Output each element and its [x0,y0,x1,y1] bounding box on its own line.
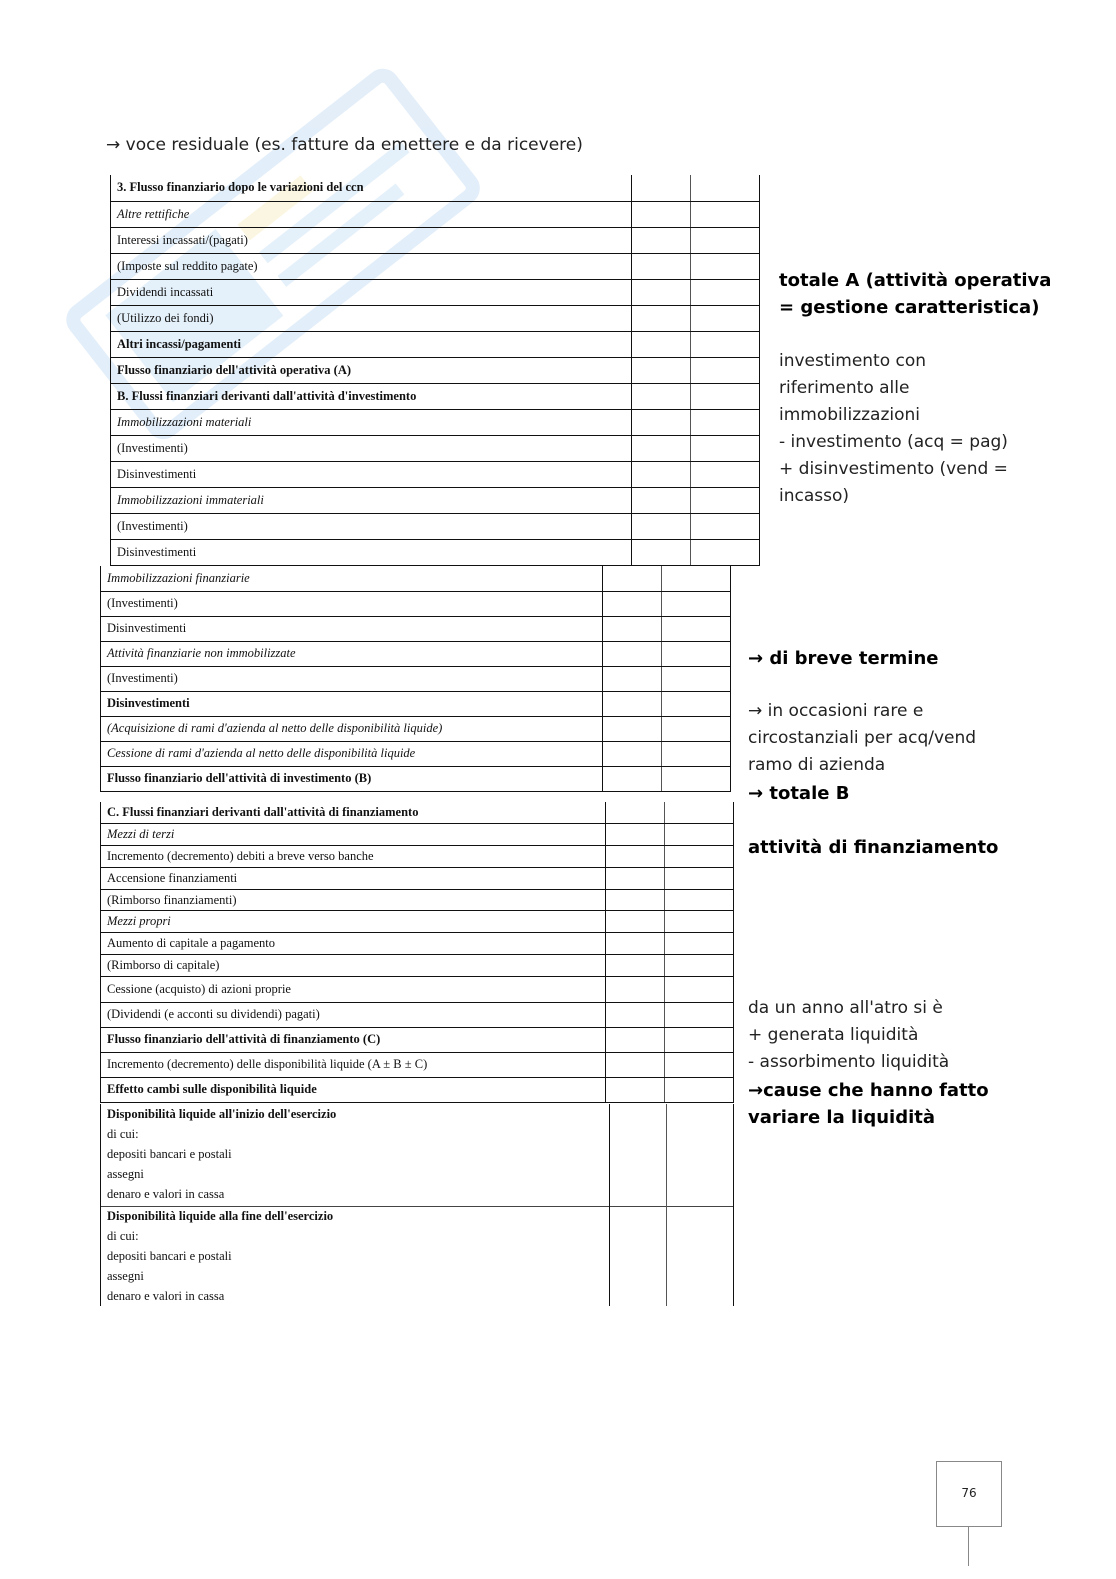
note-investimento: investimento con riferimento alle immobilizzazioni - investimento (acq = pag) + disinvestimento (vend = incasso) [779,351,1008,506]
table-row [101,867,734,889]
value-cell-previous [665,889,734,911]
cash-flow-table-operating-investing [110,175,760,566]
table-row [101,846,734,868]
value-cell-current [632,461,691,487]
cash-flow-table-liquidity [100,977,734,1103]
table-row [101,977,734,1002]
value-cell-previous [662,666,731,691]
row-label: Flusso finanziario dell'attività operativa (A) [111,357,632,383]
value-cell-previous [662,616,731,641]
page-number: 76 [961,1486,977,1500]
row-label: Incremento (decremento) debiti a breve verso banche [101,846,606,868]
value-cell-current [606,1027,665,1052]
row-label: Immobilizzazioni finanziarie [101,566,603,591]
row-label: (Acquisizione di rami d'azienda al netto delle disponibilità liquide) [101,716,603,741]
row-label: Mezzi di terzi [101,824,606,846]
value-cell-current [632,279,691,305]
row-label: (Investimenti) [101,591,603,616]
value-cell-current [603,741,662,766]
value-cell-current [632,305,691,331]
value-cell-current [632,331,691,357]
value-cell-previous [691,435,760,461]
note-cause: →cause che hanno fatto variare la liquidità [748,1080,989,1128]
value-cell-previous [662,566,731,591]
table-row [101,1002,734,1027]
value-cell-current [632,357,691,383]
page-number-line [968,1526,969,1566]
value-cell-current [632,383,691,409]
liquidity-end-block [100,1206,734,1306]
row-label: Cessione di rami d'azienda al netto delle disponibilità liquide [101,741,603,766]
table-row [111,383,760,409]
liquidity-start-line: assegni [107,1167,144,1181]
value-cell-previous [665,846,734,868]
liquidity-end-line: denaro e valori in cassa [107,1289,225,1303]
table-row [101,802,734,824]
note-occasioni: → in occasioni rare e circostanziali per acq/vend ramo di azienda [748,701,977,775]
table-row [101,641,731,666]
value-cell-current [603,766,662,791]
value-cell-previous [665,911,734,933]
row-label: Aumento di capitale a pagamento [101,933,606,955]
cash-flow-table-financing [100,802,734,977]
liquidity-start-title: Disponibilità liquide all'inizio dell'esercizio [107,1107,337,1121]
value-cell-previous [691,461,760,487]
value-cell-previous [662,716,731,741]
table-row [101,911,734,933]
row-label: 3. Flusso finanziario dopo le variazioni del ccn [111,175,632,201]
table-row [101,1052,734,1077]
table-row [101,889,734,911]
table-row [111,279,760,305]
value-cell-current [632,487,691,513]
table-row [101,824,734,846]
value-cell-previous [691,513,760,539]
value-cell-current [603,566,662,591]
value-cell-previous [665,933,734,955]
value-cell-previous [662,591,731,616]
value-cell-previous [691,487,760,513]
row-label: C. Flussi finanziari derivanti dall'attività di finanziamento [101,802,606,824]
value-cell-previous [691,305,760,331]
value-cell-current [606,802,665,824]
row-label: (Investimenti) [101,666,603,691]
table-row [101,716,731,741]
row-label: (Dividendi (e acconti su dividendi) pagati) [101,1002,606,1027]
value-cell-current [606,933,665,955]
value-cell-previous [691,383,760,409]
value-cell-previous [665,867,734,889]
value-cell-current [632,435,691,461]
value-cell-current [632,539,691,565]
table-row [111,487,760,513]
value-cell-previous [691,175,760,201]
value-cell-previous [665,802,734,824]
liquidity-end-line: depositi bancari e postali [107,1249,232,1263]
liquidity-end-line: di cui: [107,1229,139,1243]
value-cell-previous [691,201,760,227]
liquidity-start-line: denaro e valori in cassa [107,1187,225,1201]
row-label: Disinvestimenti [111,461,632,487]
page-number-box [936,1461,1002,1527]
table-row [101,691,731,716]
row-label: Accensione finanziamenti [101,867,606,889]
note-liquidita: da un anno all'atro si è + generata liquidità - assorbimento liquidità [748,998,950,1072]
value-cell-current [606,824,665,846]
value-cell-current [606,889,665,911]
table-row [111,253,760,279]
value-cell-current [632,201,691,227]
value-cell-current [603,666,662,691]
table-row [101,566,731,591]
value-cell-previous [691,253,760,279]
table-row [101,766,731,791]
table-row [101,591,731,616]
table-row [101,666,731,691]
value-cell-current [606,911,665,933]
liquidity-start-block [100,1104,734,1207]
value-cell-previous [691,279,760,305]
value-cell-previous [662,741,731,766]
table-row [111,513,760,539]
value-cell-previous [665,1052,734,1077]
value-cell-current [606,977,665,1002]
row-label: Immobilizzazioni immateriali [111,487,632,513]
row-label: Mezzi propri [101,911,606,933]
value-cell-current [606,846,665,868]
row-label: Dividendi incassati [111,279,632,305]
value-cell-current [603,591,662,616]
row-label: (Rimborso finanziamenti) [101,889,606,911]
table-row [111,435,760,461]
value-cell-previous [665,955,734,977]
row-label: Disinvestimenti [111,539,632,565]
value-cell-current [632,409,691,435]
row-label: Flusso finanziario dell'attività di finanziamento (C) [101,1027,606,1052]
value-cell-current [606,1077,665,1102]
value-cell-current [603,716,662,741]
row-label: Interessi incassati/(pagati) [111,227,632,253]
table-row [101,955,734,977]
row-label: (Investimenti) [111,513,632,539]
value-cell-previous [691,539,760,565]
table-row [111,305,760,331]
table-row [101,1077,734,1102]
note-breve-termine: → di breve termine [748,648,939,669]
value-cell-current [632,175,691,201]
liquidity-end-title: Disponibilità liquide alla fine dell'esercizio [107,1209,334,1223]
table-row [111,409,760,435]
value-cell-current [603,641,662,666]
liquidity-end-line: assegni [107,1269,144,1283]
table-row [101,933,734,955]
row-label: Cessione (acquisto) di azioni proprie [101,977,606,1002]
value-cell-previous [662,641,731,666]
value-cell-previous [691,357,760,383]
liquidity-start-line: di cui: [107,1127,139,1141]
value-cell-previous [691,331,760,357]
table-row [101,616,731,641]
value-cell-previous [662,766,731,791]
value-cell-previous [665,824,734,846]
value-cell-previous [691,227,760,253]
row-label: Attività finanziarie non immobilizzate [101,641,603,666]
row-label: (Imposte sul reddito pagate) [111,253,632,279]
row-label: Incremento (decremento) delle disponibilità liquide (A ± B ± C) [101,1052,606,1077]
value-cell-previous [665,1002,734,1027]
value-cell-previous [665,977,734,1002]
table-row [111,227,760,253]
row-label: (Rimborso di capitale) [101,955,606,977]
cash-flow-table-financial-assets [100,566,731,792]
table-row [101,1027,734,1052]
value-cell-current [606,1002,665,1027]
table-row [101,741,731,766]
value-cell-previous [691,409,760,435]
row-label: (Utilizzo dei fondi) [111,305,632,331]
table-row [111,461,760,487]
table-row [111,331,760,357]
value-cell-current [632,253,691,279]
row-label: Disinvestimenti [101,691,603,716]
value-cell-current [606,955,665,977]
value-cell-current [603,691,662,716]
row-label: Disinvestimenti [101,616,603,641]
value-cell-current [603,616,662,641]
table-row [111,357,760,383]
value-cell-previous [665,1027,734,1052]
value-cell-previous [662,691,731,716]
row-label: B. Flussi finanziari derivanti dall'attività d'investimento [111,383,632,409]
row-label: Altre rettifiche [111,201,632,227]
value-cell-current [606,867,665,889]
note-finanziamento: attività di finanziamento [748,837,999,858]
table-row [111,201,760,227]
note-totale-b: → totale B [748,783,850,804]
value-cell-current [632,227,691,253]
row-label: Altri incassi/pagamenti [111,331,632,357]
table-row [111,539,760,565]
row-label: Immobilizzazioni materiali [111,409,632,435]
row-label: Effetto cambi sulle disponibilità liquide [101,1077,606,1102]
table-row [111,175,760,201]
value-cell-current [606,1052,665,1077]
value-cell-previous [665,1077,734,1102]
intro-note: → voce residuale (es. fatture da emettere e da ricevere) [106,135,583,155]
row-label: (Investimenti) [111,435,632,461]
row-label: Flusso finanziario dell'attività di investimento (B) [101,766,603,791]
liquidity-start-line: depositi bancari e postali [107,1147,232,1161]
note-totale-a: totale A (attività operativa = gestione caratteristica) [779,270,1052,318]
value-cell-current [632,513,691,539]
